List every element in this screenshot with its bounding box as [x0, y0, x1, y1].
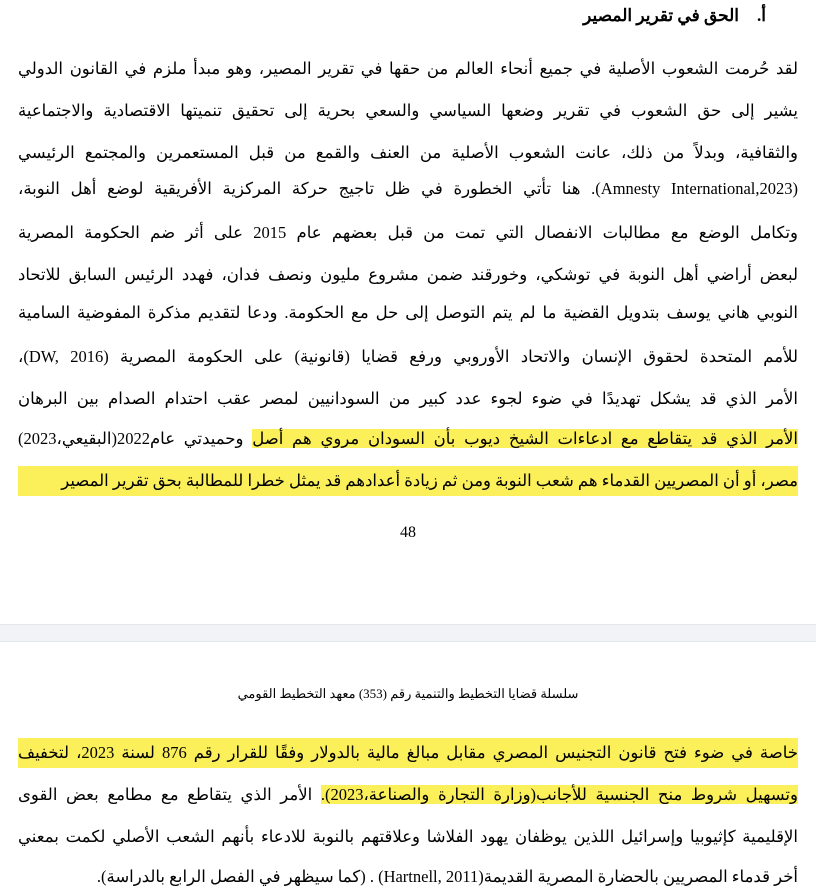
highlighted-text: وتسهيل شروط منح الجنسية للأجانب(وزارة التجارة والصناعة،2023).: [320, 785, 798, 804]
paragraph-line: والثقافية، وبدلاً من ذلك، عانت الشعوب الأصلية من العنف والقمع من قبل المستعمرين والمجتمع الرئيسي: [18, 143, 798, 162]
document-page-next: [0, 642, 816, 893]
paragraph-line: وتكامل الوضع مع مطالبات الانفصال التي تمت من قبل بعضهم عام 2015 على أثر ضم الحكومة المصرية: [18, 223, 798, 242]
paragraph-line: (Amnesty International,2023). هنا تأتي الخطورة في ظل تاجيج حركة المركزية الأفريقية لوضع أهل النوبة،: [18, 179, 798, 198]
heading-number: أ.: [757, 6, 766, 25]
paragraph-line: الأمر الذي قد يشكل تهديدًا في ضوء لجوء عدد كبير من السودانيين لمصر عقب احتدام الصدام بين البرهان: [18, 389, 798, 408]
citation-text: وحميدتي عام2022(البقيعي،2023): [18, 429, 244, 448]
page-separator: [0, 624, 816, 642]
highlighted-line: مصر، أو أن المصريين القدماء هم شعب النوبة ومن ثم زيادة أعدادهم قد يمثل خطرا للمطالبة بحق تقرير المصير: [18, 466, 798, 496]
highlighted-text: الأمر الذي قد يتقاطع مع ادعاءات الشيخ ديوب بأن السودان مروي هم أصل: [252, 429, 798, 448]
paragraph-text: الأمر الذي يتقاطع مع مطامع بعض القوى: [18, 785, 313, 804]
paragraph-line: للأمم المتحدة لحقوق الإنسان والاتحاد الأوروبي ورفع قضايا (قانونية) على الحكومة المصرية (DW, 2016)،: [18, 347, 798, 366]
paragraph-line: أخر قدماء المصريين بالحضارة المصرية القديمة(Hartnell, 2011) . (كما سيظهر في الفصل الرابع بالدراسة).: [96, 867, 798, 886]
paragraph-line: لبعض أراضي أهل النوبة في توشكي، وخورقند ضمن مشروع مليون ونصف فدان، فهدد الرئيس السابق للاتحاد: [18, 265, 798, 284]
paragraph-line-mixed: [18, 780, 798, 810]
paragraph-line: يشير إلى حق الشعوب في تقرير وضعها السياسي والسعي بحرية إلى تحقيق تنميتها الاقتصادية والاجتماعية: [18, 101, 798, 120]
paragraph-line: لقد حُرمت الشعوب الأصلية في جميع أنحاء العالم من حقها في تقرير المصير، وهو مبدأ ملزم في القانون الدولي: [18, 59, 798, 78]
section-heading: [583, 6, 766, 26]
paragraph-line: النوبي هاني يوسف بتدويل القضية ما لم يتم التوصل إلى حل مع الحكومة. ودعا لتقديم مذكرة المفوضية السامية: [18, 303, 798, 322]
highlighted-line: خاصة في ضوء فتح قانون التجنيس المصري مقابل مبالغ مالية بالدولار وفقًا للقرار رقم 876 لسنة 2023، لتخفيف: [18, 738, 798, 768]
heading-text: الحق في تقرير المصير: [583, 6, 740, 25]
running-header: سلسلة قضايا التخطيط والتنمية رقم (353) معهد التخطيط القومي: [237, 686, 579, 701]
page-number: 48: [400, 524, 416, 541]
paragraph-line-mixed: [18, 424, 798, 454]
paragraph-line: الإقليمية كإثيوبيا وإسرائيل اللذين يوظفان يهود الفلاشا وعلاقتهم بالنوبة للادعاء بأنهم الشعب الأصلي لكمت بمعني: [18, 827, 798, 846]
